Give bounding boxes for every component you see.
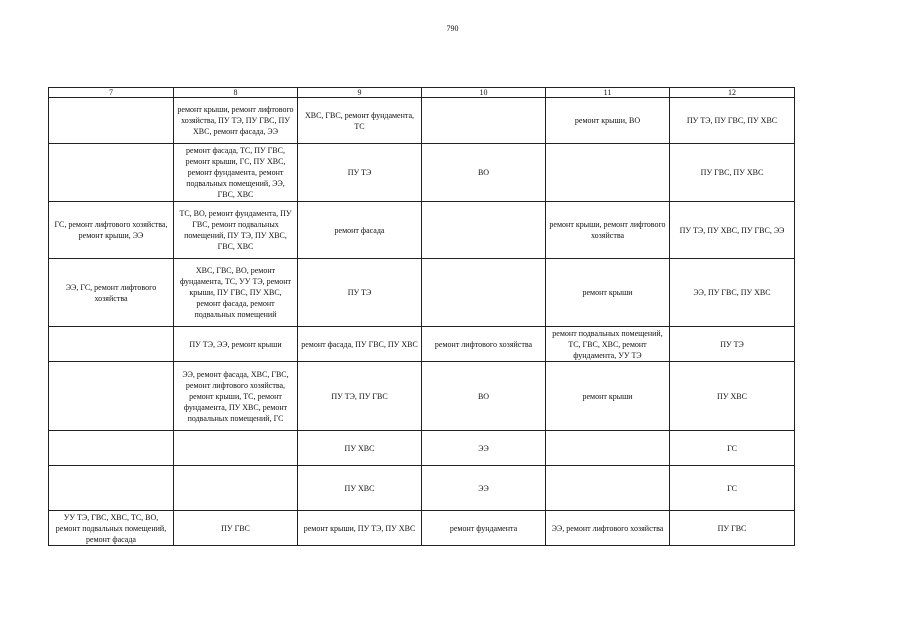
table-row [49, 327, 795, 362]
column-header: 8 [174, 88, 298, 98]
table-cell: ГС [670, 431, 795, 466]
table-cell: ГС, ремонт лифтового хозяйства, ремонт крыши, ЭЭ [49, 202, 174, 259]
table-cell: ЭЭ, ГС, ремонт лифтового хозяйства [49, 259, 174, 327]
table-cell: ПУ ХВС [298, 431, 422, 466]
column-header: 9 [298, 88, 422, 98]
table-cell [546, 144, 670, 202]
table-cell: ХВС, ГВС, ремонт фундамента, ТС [298, 98, 422, 144]
table-row [49, 259, 795, 327]
table-cell [49, 98, 174, 144]
column-header: 7 [49, 88, 174, 98]
table-cell: ремонт фундамента [422, 511, 546, 546]
table-cell: ХВС, ГВС, ВО, ремонт фундамента, ТС, УУ ТЭ, ремонт крыши, ПУ ГВС, ПУ ХВС, ремонт фасада, ремонт подвальных помещений [174, 259, 298, 327]
column-header: 12 [670, 88, 795, 98]
table-cell: ремонт крыши, ВО [546, 98, 670, 144]
table-cell: ТС, ВО, ремонт фундамента, ПУ ГВС, ремонт подвальных помещений, ПУ ТЭ, ПУ ХВС, ГВС, ХВС [174, 202, 298, 259]
table-cell [422, 202, 546, 259]
data-table [48, 87, 795, 546]
table-cell: ЭЭ, ПУ ГВС, ПУ ХВС [670, 259, 795, 327]
table-cell [174, 466, 298, 511]
table-cell: ремонт крыши [546, 259, 670, 327]
page-number: 790 [446, 24, 459, 33]
table-cell: ремонт фасада, ТС, ПУ ГВС, ремонт крыши, ГС, ПУ ХВС, ремонт фундамента, ремонт подвальных помещений, ЭЭ, ГВС, ХВС [174, 144, 298, 202]
table-cell: ГС [670, 466, 795, 511]
table-cell: ПУ ТЭ [670, 327, 795, 362]
table-cell: ремонт фасада, ПУ ГВС, ПУ ХВС [298, 327, 422, 362]
table-cell: ремонт крыши, ремонт лифтового хозяйства, ПУ ТЭ, ПУ ГВС, ПУ ХВС, ремонт фасада, ЭЭ [174, 98, 298, 144]
table-cell: ремонт крыши, ремонт лифтового хозяйства [546, 202, 670, 259]
table-cell: ЭЭ [422, 431, 546, 466]
table-cell: ЭЭ [422, 466, 546, 511]
table-cell [49, 466, 174, 511]
table-cell: ЭЭ, ремонт лифтового хозяйства [546, 511, 670, 546]
table-cell: ПУ ТЭ, ЭЭ, ремонт крыши [174, 327, 298, 362]
table-row [49, 202, 795, 259]
table-cell: ПУ ГВС, ПУ ХВС [670, 144, 795, 202]
table-cell: ПУ ХВС [670, 362, 795, 431]
table-cell [546, 466, 670, 511]
table-cell: ремонт фасада [298, 202, 422, 259]
table-cell [174, 431, 298, 466]
table-cell: ремонт подвальных помещений, ТС, ГВС, ХВС, ремонт фундамента, УУ ТЭ [546, 327, 670, 362]
table-cell: ПУ ХВС [298, 466, 422, 511]
column-header: 11 [546, 88, 670, 98]
table-row [49, 98, 795, 144]
table-cell [546, 431, 670, 466]
table-cell [422, 259, 546, 327]
table-cell [49, 362, 174, 431]
table-cell: ПУ ТЭ [298, 259, 422, 327]
table-cell: ВО [422, 144, 546, 202]
table-cell: ремонт крыши, ПУ ТЭ, ПУ ХВС [298, 511, 422, 546]
table-cell: ВО [422, 362, 546, 431]
table-row [49, 362, 795, 431]
table-row [49, 144, 795, 202]
table-cell: ПУ ТЭ, ПУ ГВС, ПУ ХВС [670, 98, 795, 144]
table-cell: ПУ ГВС [174, 511, 298, 546]
table-row [49, 431, 795, 466]
table-cell [49, 431, 174, 466]
column-header: 10 [422, 88, 546, 98]
table-cell: ПУ ТЭ, ПУ ГВС [298, 362, 422, 431]
table-row [49, 511, 795, 546]
table-row [49, 466, 795, 511]
table-cell: ремонт лифтового хозяйства [422, 327, 546, 362]
table-cell: ПУ ГВС [670, 511, 795, 546]
table-cell: УУ ТЭ, ГВС, ХВС, ТС, ВО, ремонт подвальных помещений, ремонт фасада [49, 511, 174, 546]
table-cell [49, 327, 174, 362]
table-cell: ПУ ТЭ [298, 144, 422, 202]
table-cell: ПУ ТЭ, ПУ ХВС, ПУ ГВС, ЭЭ [670, 202, 795, 259]
table-cell [422, 98, 546, 144]
table-header-row [49, 88, 795, 98]
table-cell: ремонт крыши [546, 362, 670, 431]
table-cell: ЭЭ, ремонт фасада, ХВС, ГВС, ремонт лифтового хозяйства, ремонт крыши, ТС, ремонт фундамента, ПУ ХВС, ремонт подвальных помещений, ГС [174, 362, 298, 431]
table-cell [49, 144, 174, 202]
